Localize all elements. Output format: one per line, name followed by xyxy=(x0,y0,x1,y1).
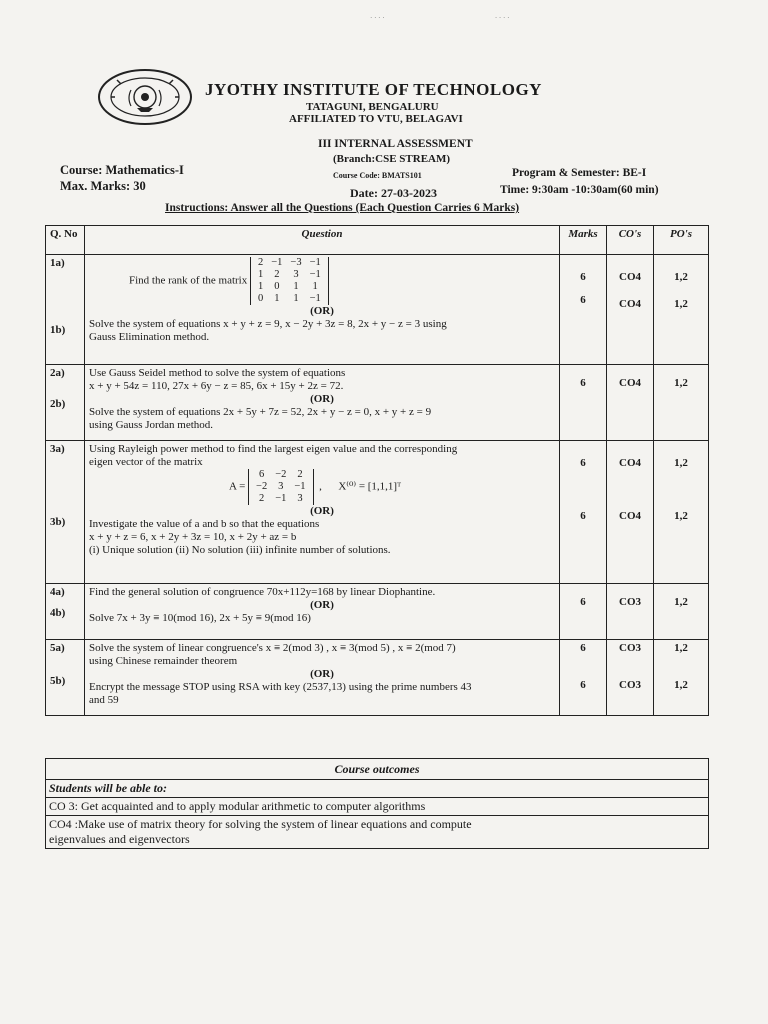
q3a-initial-vector: X⁽⁰⁾ = [1,1,1]ᵀ xyxy=(338,480,402,493)
top-scribble: · · · · · · · · xyxy=(370,14,510,22)
table-row xyxy=(46,640,709,716)
header-marks: Marks xyxy=(560,226,607,255)
q3a-po: 1,2 xyxy=(674,457,688,469)
q5a-marks: 6 xyxy=(580,642,586,654)
or-divider: (OR) xyxy=(310,668,334,680)
q5b-line2: and 59 xyxy=(89,694,119,706)
co-cell xyxy=(607,584,654,640)
q1a-marks: 6 xyxy=(580,271,586,283)
q4a-co: CO3 xyxy=(619,596,641,608)
q3a-matrix-label: A = xyxy=(229,480,246,493)
q5a-co: CO3 xyxy=(619,642,641,654)
marks-cell xyxy=(560,365,607,441)
or-divider: (OR) xyxy=(310,505,334,517)
institute-location: TATAGUNI, BENGALURU xyxy=(306,101,439,113)
q3a-marks: 6 xyxy=(580,457,586,469)
header-po: PO's xyxy=(654,226,709,255)
qno-cell xyxy=(46,255,85,365)
header-qno: Q. No xyxy=(46,226,85,255)
co-cell xyxy=(607,640,654,716)
table-header-row xyxy=(46,226,709,255)
q5b-marks: 6 xyxy=(580,679,586,691)
outcome-co4 xyxy=(46,816,709,849)
co-cell xyxy=(607,365,654,441)
table-row xyxy=(46,584,709,640)
course-outcomes-subtitle: Students will be able to: xyxy=(46,780,709,798)
qno-cell xyxy=(46,584,85,640)
po-cell xyxy=(654,365,709,441)
co-cell xyxy=(607,441,654,584)
course-outcomes-title: Course outcomes xyxy=(46,759,709,780)
or-divider: (OR) xyxy=(310,305,334,317)
q4a-number: 4a) xyxy=(50,586,65,598)
course-code: Course Code: BMATS101 xyxy=(333,171,422,180)
q3b-po: 1,2 xyxy=(674,510,688,522)
q1b-number: 1b) xyxy=(50,324,66,336)
q3b-marks: 6 xyxy=(580,510,586,522)
or-divider: (OR) xyxy=(310,393,334,405)
q5a-line1: Solve the system of linear congruence's x ≡ 2(mod 3) , x ≡ 3(mod 5) , x ≡ 2(mod 7) xyxy=(89,642,456,654)
q5b-co: CO3 xyxy=(619,679,641,691)
q4b-line1: Solve 7x + 3y ≡ 10(mod 16), 2x + 5y ≡ 9(mod 16) xyxy=(89,612,311,624)
exam-time: Time: 9:30am -10:30am(60 min) xyxy=(500,184,659,196)
header-question: Question xyxy=(85,226,560,255)
q5a-line2: using Chinese remainder theorem xyxy=(89,655,238,667)
q1a-text: Find the rank of the matrix xyxy=(129,274,248,287)
po-cell xyxy=(654,640,709,716)
question-table xyxy=(45,225,709,716)
q5b-number: 5b) xyxy=(50,675,66,687)
q2a-line1: Use Gauss Seidel method to solve the system of equations xyxy=(89,367,346,379)
q4a-line1: Find the general solution of congruence 70x+112y=168 by linear Diophantine. xyxy=(89,586,436,598)
q3a-co: CO4 xyxy=(619,457,641,469)
co-cell xyxy=(607,255,654,365)
q1b-co: CO4 xyxy=(619,298,641,310)
q3a-line1: Using Rayleigh power method to find the largest eigen value and the corresponding xyxy=(89,443,458,455)
q3a-line2: eigen vector of the matrix xyxy=(89,456,203,468)
q1a-co: CO4 xyxy=(619,271,641,283)
q1a-number: 1a) xyxy=(50,257,65,269)
q3b-line2: x + y + z = 6, x + 2y + 3z = 10, x + 2y + az = b xyxy=(89,531,297,543)
q3b-line3: (i) Unique solution (ii) No solution (iii) infinite number of solutions. xyxy=(89,544,391,556)
instructions: Instructions: Answer all the Questions (Each Question Carries 6 Marks) xyxy=(165,202,520,214)
institute-name: JYOTHY INSTITUTE OF TECHNOLOGY xyxy=(205,80,542,99)
table-row xyxy=(46,441,709,584)
outcome-co4-line1: CO4 :Make use of matrix theory for solving the system of linear equations and compute xyxy=(49,817,472,831)
outcome-co3: CO 3: Get acquainted and to apply modular arithmetic to computer algorithms xyxy=(46,798,709,816)
q4a-po: 1,2 xyxy=(674,596,688,608)
q1a-matrix: 2 −1 −3 −1 1 2 3 −1 1 0 1 1 0 1 1 −1 xyxy=(250,257,329,305)
qno-cell xyxy=(46,640,85,716)
question-cell xyxy=(85,584,560,640)
question-cell: Using Rayleigh power method to find the largest eigen value and the corresponding eigen vector of the matrix A = 6 −2 2 −2 3 −1 2 −1 3 , X⁽⁰⁾ = [1,1,1]ᵀ (OR) Investigate the value of a and b so that the equations x + y + z = 6, x + 2y + 3z = 10, x + 2y + az = b (i) Unique solution (ii) No solution (iii) infinite number of solutions. xyxy=(85,441,560,584)
q3b-number: 3b) xyxy=(50,516,66,528)
q3a-number: 3a) xyxy=(50,443,65,455)
q5b-line1: Encrypt the message STOP using RSA with key (2537,13) using the prime numbers 43 xyxy=(89,681,472,693)
q2b-number: 2b) xyxy=(50,398,66,410)
po-cell xyxy=(654,255,709,365)
q2b-line1: Solve the system of equations 2x + 5y + 7z = 52, 2x + y − z = 0, x + y + z = 9 xyxy=(89,406,432,418)
q2a-marks: 6 xyxy=(580,377,586,389)
or-divider: (OR) xyxy=(310,599,334,611)
exam-date: Date: 27-03-2023 xyxy=(350,186,437,200)
q1a-po: 1,2 xyxy=(674,271,688,283)
q5a-po: 1,2 xyxy=(674,642,688,654)
q3b-line1: Investigate the value of a and b so that the equations xyxy=(89,518,320,530)
q3a-matrix: 6 −2 2 −2 3 −1 2 −1 3 xyxy=(248,469,314,505)
max-marks: Max. Marks: 30 xyxy=(60,179,146,193)
program-semester: Program & Semester: BE-I xyxy=(512,167,647,179)
question-cell xyxy=(85,255,560,365)
po-cell xyxy=(654,584,709,640)
branch-label: (Branch:CSE STREAM) xyxy=(333,153,451,165)
marks-cell xyxy=(560,584,607,640)
q5a-number: 5a) xyxy=(50,642,65,654)
q1b-marks: 6 xyxy=(580,294,586,306)
header-co: CO's xyxy=(607,226,654,255)
q4b-number: 4b) xyxy=(50,607,66,619)
q2a-number: 2a) xyxy=(50,367,65,379)
course-name: Course: Mathematics-I xyxy=(60,163,184,177)
q2a-co: CO4 xyxy=(619,377,641,389)
q1b-po: 1,2 xyxy=(674,298,688,310)
q2a-line2: x + y + 54z = 110, 27x + 6y − z = 85, 6x + 15y + 2z = 72. xyxy=(89,380,344,392)
q3b-co: CO4 xyxy=(619,510,641,522)
table-row xyxy=(46,365,709,441)
institute-affiliation: AFFILIATED TO VTU, BELAGAVI xyxy=(289,113,463,125)
marks-cell xyxy=(560,255,607,365)
q2b-line2: using Gauss Jordan method. xyxy=(89,419,214,431)
institute-logo-icon xyxy=(97,68,193,126)
course-outcomes-table xyxy=(45,758,709,849)
question-cell xyxy=(85,640,560,716)
q2a-po: 1,2 xyxy=(674,377,688,389)
qno-cell xyxy=(46,441,85,584)
table-row xyxy=(46,255,709,365)
assessment-title: III INTERNAL ASSESSMENT xyxy=(318,138,473,150)
q1b-line1: Solve the system of equations x + y + z = 9, x − 2y + 3z = 8, 2x + y − z = 3 using xyxy=(89,318,447,330)
marks-cell xyxy=(560,441,607,584)
q5b-po: 1,2 xyxy=(674,679,688,691)
q4a-marks: 6 xyxy=(580,596,586,608)
marks-cell xyxy=(560,640,607,716)
outcome-co4-line2: eigenvalues and eigenvectors xyxy=(49,832,190,846)
question-cell xyxy=(85,365,560,441)
po-cell xyxy=(654,441,709,584)
qno-cell xyxy=(46,365,85,441)
q1b-line2: Gauss Elimination method. xyxy=(89,331,210,343)
